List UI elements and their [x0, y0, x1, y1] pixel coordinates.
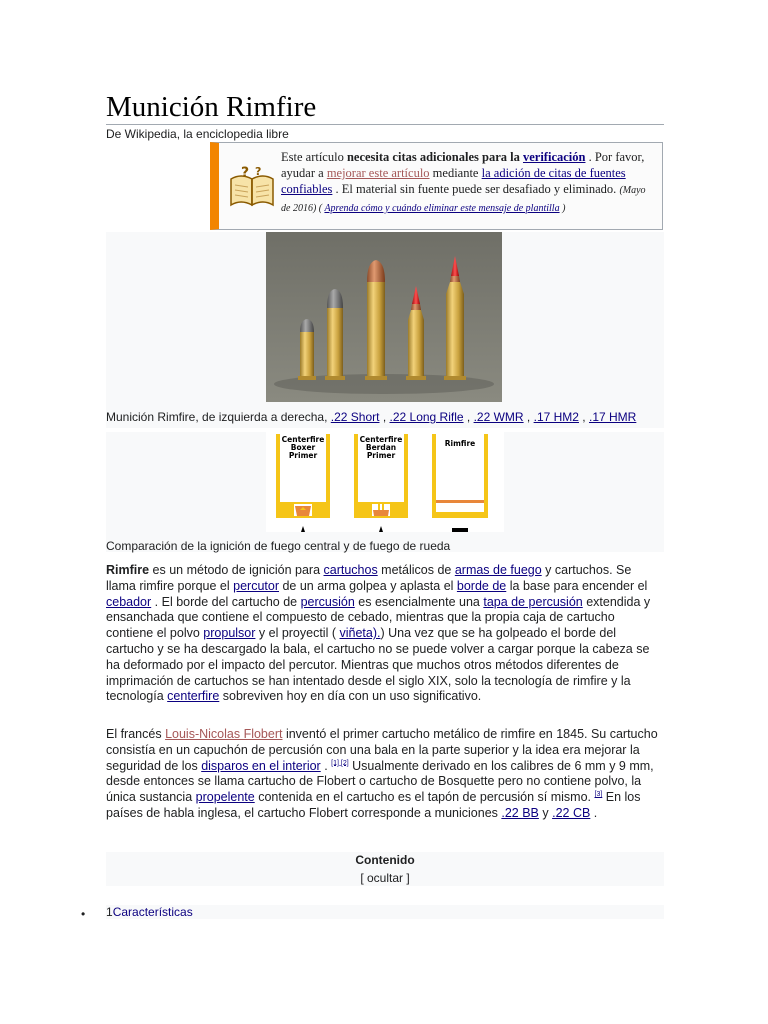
link-17-hm2[interactable]: .17 HM2	[533, 410, 579, 424]
verificacion-link[interactable]: verificación	[522, 150, 586, 164]
rimfire-label: Rimfire	[444, 439, 476, 448]
toc-item-number: 1	[106, 905, 113, 919]
toc-title: Contenido	[355, 853, 415, 867]
paragraph-intro: Rimfire es un método de ignición para cartuchos metálicos de armas de fuego y cartuchos. Se llama rimfire porque el percutor de un arma golpea y aplasta el borde de la base para encender el cebador . El borde del cartucho de percusión es esencialmente una tapa de percusión extendida y ensanchada que contiene el compuesto de cebado, mientras que la propia caja de cartucho contiene el polvo propulsor y el proyectil ( viñeta).) Una vez que se ha golpeado el borde del cartucho y se ha descargado la bala, el cartucho no se puede volver a cargar porque la cabeza se ha deformado por el impacto del percutor. Mientras que muchos otros métodos diferentes de imprimación de cartuchos se han intentado desde el siglo XIX, solo la tecnología de rimfire y la tecnología centerfire sobreviven hoy en día con un uso significativo.	[106, 563, 651, 704]
link-propelente[interactable]: propelente	[195, 790, 255, 805]
notice-bold: necesita citas adicionales para la	[346, 150, 520, 164]
paragraph-history: El francés Louis-Nicolas Flobert inventó el primer cartucho metálico de rimfire en 1845. Su cartucho consistía en un capuchón de percusión con una bala en la parte superior y la idea era mejorar la seguridad de los disparos en el interior . [1] [2] Usualmente derivado en los calibres de 6 mm y 9 mm, desde entonces se llama cartucho de Flobert o cartucho de Bosquette pero no contiene polvo, la única sustancia propelente contenida en el cartucho es el tapón de percusión sí mismo. [3] En los países de habla inglesa, el cartucho Flobert corresponde a municiones .22 BB y .22 CB .	[106, 727, 658, 820]
link-louis-nicolas-flobert[interactable]: Louis-Nicolas Flobert	[165, 727, 283, 741]
boxer-label-3: Primer	[288, 451, 318, 460]
link-disparos-en-el-interior[interactable]: disparos en el interior	[201, 758, 321, 773]
link-22-long-rifle[interactable]: .22 Long Rifle	[389, 410, 464, 424]
link-22-bb[interactable]: .22 BB	[501, 805, 539, 820]
berdan-label-2: Berdan	[365, 443, 397, 452]
link-17-hmr[interactable]: .17 HMR	[588, 410, 637, 424]
boxer-label-1: Centerfire	[281, 435, 325, 444]
link-centerfire[interactable]: centerfire	[167, 689, 220, 704]
link-cartuchos[interactable]: cartuchos	[323, 563, 378, 577]
figure-cartridges	[106, 232, 664, 428]
link-propulsor[interactable]: propulsor	[203, 626, 256, 641]
citation-needed-notice	[210, 142, 663, 230]
link-22-wmr[interactable]: .22 WMR	[473, 410, 524, 424]
table-of-contents	[106, 852, 664, 886]
toc-toggle[interactable]: [ ocultar ]	[360, 871, 410, 885]
adicion-citas-link[interactable]: la adición de citas de fuentes confiables	[281, 166, 626, 196]
mejorar-link[interactable]: mejorar este artículo	[326, 166, 430, 180]
link-tapa-de-percusion[interactable]: tapa de percusión	[483, 594, 583, 609]
berdan-label-3: Primer	[366, 451, 396, 460]
bullet-icon: •	[81, 907, 86, 921]
notice-date: (Mayo de 2016)	[281, 185, 646, 214]
svg-text:?: ?	[255, 165, 262, 178]
figure-ignition	[106, 432, 664, 552]
link-armas-de-fuego[interactable]: armas de fuego	[454, 563, 542, 577]
notice-text: Este artículo necesita citas adicionales para la verificación . Por favor, ayudar a mejorar este artículo mediante la adición de citas de fuentes confiables . El material sin fuente puede ser desafiado y eliminado. (Mayo de 2016) ( Aprenda cómo y cuándo eliminar este mensaje de plantilla )	[281, 150, 646, 214]
boxer-label-2: Boxer	[290, 443, 316, 452]
link-22-short[interactable]: .22 Short	[330, 410, 380, 424]
link-borde-de[interactable]: borde de	[456, 578, 507, 593]
figure-caption: Munición Rimfire, de izquierda a derecha, .22 Short , .22 Long Rifle , .22 WMR , .17 HM2 , .17 HMR	[106, 410, 637, 424]
book-question-icon	[227, 165, 277, 209]
link-vineta[interactable]: viñeta).	[339, 626, 381, 641]
cartridges-photo	[266, 232, 502, 402]
reference-1-2[interactable]: [1] [2]	[331, 759, 349, 767]
berdan-label-1: Centerfire	[359, 435, 403, 444]
link-22-cb[interactable]: .22 CB	[552, 805, 591, 820]
toc-item-label[interactable]: Características	[112, 905, 193, 919]
page-title: Munición Rimfire	[106, 90, 664, 125]
link-percutor[interactable]: percutor	[233, 578, 279, 593]
reference-3[interactable]: [3]	[594, 791, 603, 799]
aprenda-link[interactable]: Aprenda cómo y cuándo eliminar este mensaje de plantilla	[324, 203, 560, 214]
link-cebador[interactable]: cebador	[106, 594, 152, 609]
svg-text:?: ?	[241, 165, 250, 181]
figure-caption-ignition: Comparación de la ignición de fuego central y de fuego de rueda	[106, 539, 451, 553]
link-percusion[interactable]: percusión	[300, 594, 355, 609]
toc-item[interactable]	[106, 905, 664, 919]
ignition-diagram	[266, 432, 504, 532]
tagline: De Wikipedia, la enciclopedia libre	[106, 127, 289, 141]
